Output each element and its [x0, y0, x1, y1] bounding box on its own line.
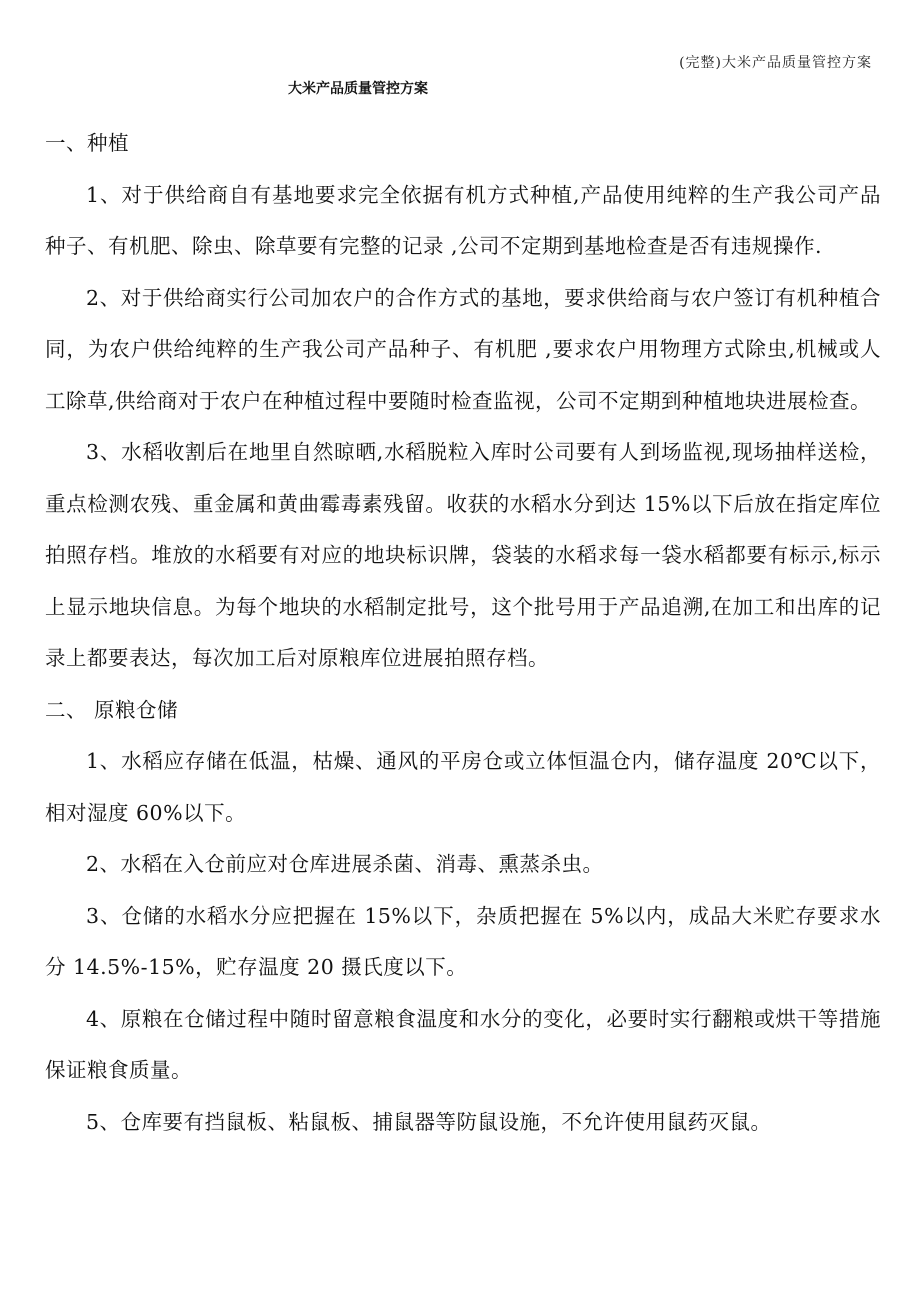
section-heading-planting: 一、种植 — [45, 131, 129, 155]
document-title: 大米产品质量管控方案 — [288, 81, 428, 97]
paragraph: 3、仓储的水稻水分应把握在 15%以下，杂质把握在 5%以内，成品大米贮存要求水分 14.5%-15%，贮存温度 20 摄氏度以下。 — [45, 903, 881, 979]
paragraph: 1、水稻应存储在低温，枯燥、通风的平房仓或立体恒温仓内，储存温度 20℃以下，相对湿度 60%以下。 — [45, 749, 881, 825]
paragraph: 4、原粮在仓储过程中随时留意粮食温度和水分的变化，必要时实行翻粮或烘干等措施保证粮食质量。 — [45, 1006, 881, 1082]
paragraph: 2、水稻在入仓前应对仓库进展杀菌、消毒、熏蒸杀虫。 — [86, 852, 604, 876]
paragraph: 5、仓库要有挡鼠板、粘鼠板、捕鼠器等防鼠设施，不允许使用鼠药灭鼠。 — [86, 1109, 772, 1134]
document-body — [45, 118, 881, 1148]
paragraph: 3、水稻收割后在地里自然晾晒,水稻脱粒入库时公司要有人到场监视,现场抽样送检，重点检测农残、重金属和黄曲霉毒素残留。收获的水稻水分到达 15%以下后放在指定库位拍照存档。堆放的水稻要有对应的地块标识牌，袋装的水稻求每一袋水稻都要有标示,标示上显示地块信息。为每个地块的水稻制定批号，这个批号用于产品追溯,在加工和出库的记录上都要表达，每次加工后对原粮库位进展拍照存档。 — [45, 440, 881, 670]
running-header: (完整)大米产品质量管控方案 — [679, 55, 872, 71]
paragraph: 2、对于供给商实行公司加农户的合作方式的基地，要求供给商与农户签订有机种植合同，为农户供给纯粹的生产我公司产品种子、有机肥 ,要求农户用物理方式除虫,机械或人工除草,供给商对于农户在种植过程中要随时检查监视，公司不定期到种植地块进展检查。 — [45, 285, 881, 413]
section-heading-storage: 二、 原粮仓储 — [45, 697, 179, 722]
paragraph: 1、对于供给商自有基地要求完全依据有机方式种植,产品使用纯粹的生产我公司产品种子、有机肥、除虫、除草要有完整的记录 ,公司不定期到基地检查是否有违规操作. — [45, 182, 881, 258]
